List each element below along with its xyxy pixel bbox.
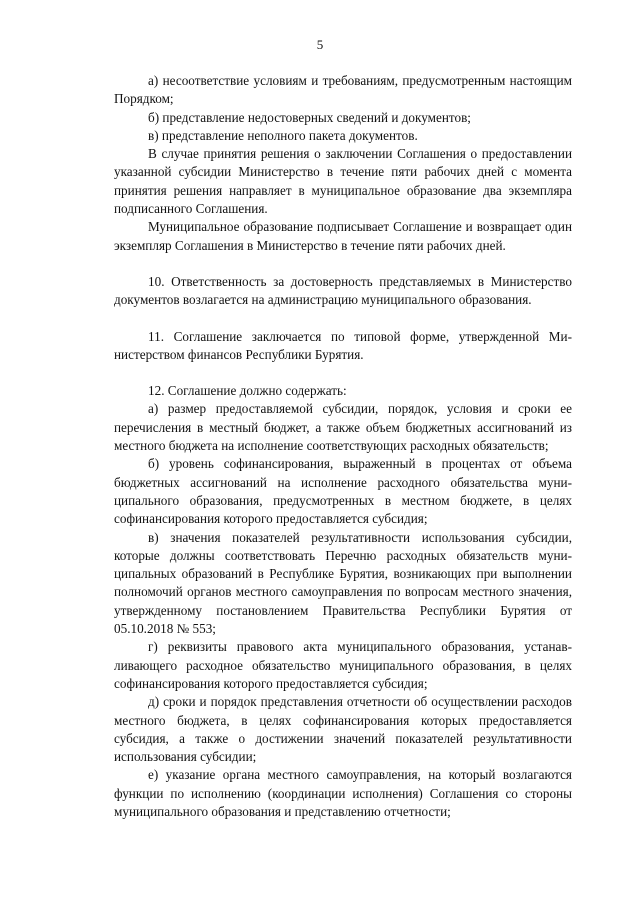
paragraph-agreement-return: Муниципальное образование подписывает Соглашение и возвращает один экземпляр Соглашения в Министерство в течение пяти рабочих дней. xyxy=(114,219,572,253)
paragraph-item-b: б) представление недостоверных сведений и документов; xyxy=(148,109,471,125)
paragraph-12-b: б) уровень софинансирования, выраженный в процентах от объема бюджетных ассигнований на исполнение расходного обязательства муниципального образования, предусмотренных в местном бюджете, в целях софинансирования которого предоставляется субсидия; xyxy=(114,456,572,527)
paragraph-item-a: а) несоответствие условиям и требованиям, предусмотренным настоящим Порядком; xyxy=(114,73,572,107)
paragraph-12-d: д) сроки и порядок представления отчетности об осуществлении расходов местного бюджета, в целях софинансирования которых предоставляется субсидия, а также о достижении значений показателей результативности использования субсидии; xyxy=(114,694,572,765)
page-number: 5 xyxy=(316,37,324,52)
document-body xyxy=(114,72,572,821)
paragraph-12-a: а) размер предоставляемой субсидии, порядок, условия и сроки ее перечисления в местный бюджет, а также объем бюджетных ассигнований из местного бюджета на исполнение соответствующих расходных обязательств; xyxy=(114,401,572,454)
paragraph-12-e: е) указание органа местного самоуправления, на который возлагаются функции по исполнению (координации исполнения) Соглашения со стороны муниципального образования и представлению отчетности; xyxy=(114,767,572,819)
paragraph-12-g: г) реквизиты правового акта муниципального образования, устанавливающего расходное обязательство муниципального образования, в целях софинансирования которого предоставляется субсидия; xyxy=(114,639,572,691)
paragraph-item-v: в) представление неполного пакета документов. xyxy=(148,127,418,143)
paragraph-section-10: 10. Ответственность за достоверность представляемых в Министерство документов возлагается на администрацию муниципального образования. xyxy=(114,273,572,308)
paragraph-section-11: 11. Соглашение заключается по типовой форме, утвержденной Министерством финансов Республики Бурятия. xyxy=(114,328,572,362)
paragraph-agreement-decision: В случае принятия решения о заключении Соглашения о предоставлении указанной субсидии Министерство в течение пяти рабочих дней с момента принятия решения направляет в муниципальное образование два экземпляра подписанного Соглашения. xyxy=(114,146,572,217)
paragraph-section-12: 12. Соглашение должно содержать: xyxy=(148,383,347,399)
paragraph-12-v: в) значения показателей результативности использования субсидии, которые должны соответствовать Перечню расходных обязательств муниципальных образований в Республике Бурятия, возникающих при выполнении полномочий органов местного самоуправления по вопросам местного значения, утвержденному постановлением Правительства Республики Бурятия от 05.10.2018 № 553; xyxy=(114,529,572,637)
